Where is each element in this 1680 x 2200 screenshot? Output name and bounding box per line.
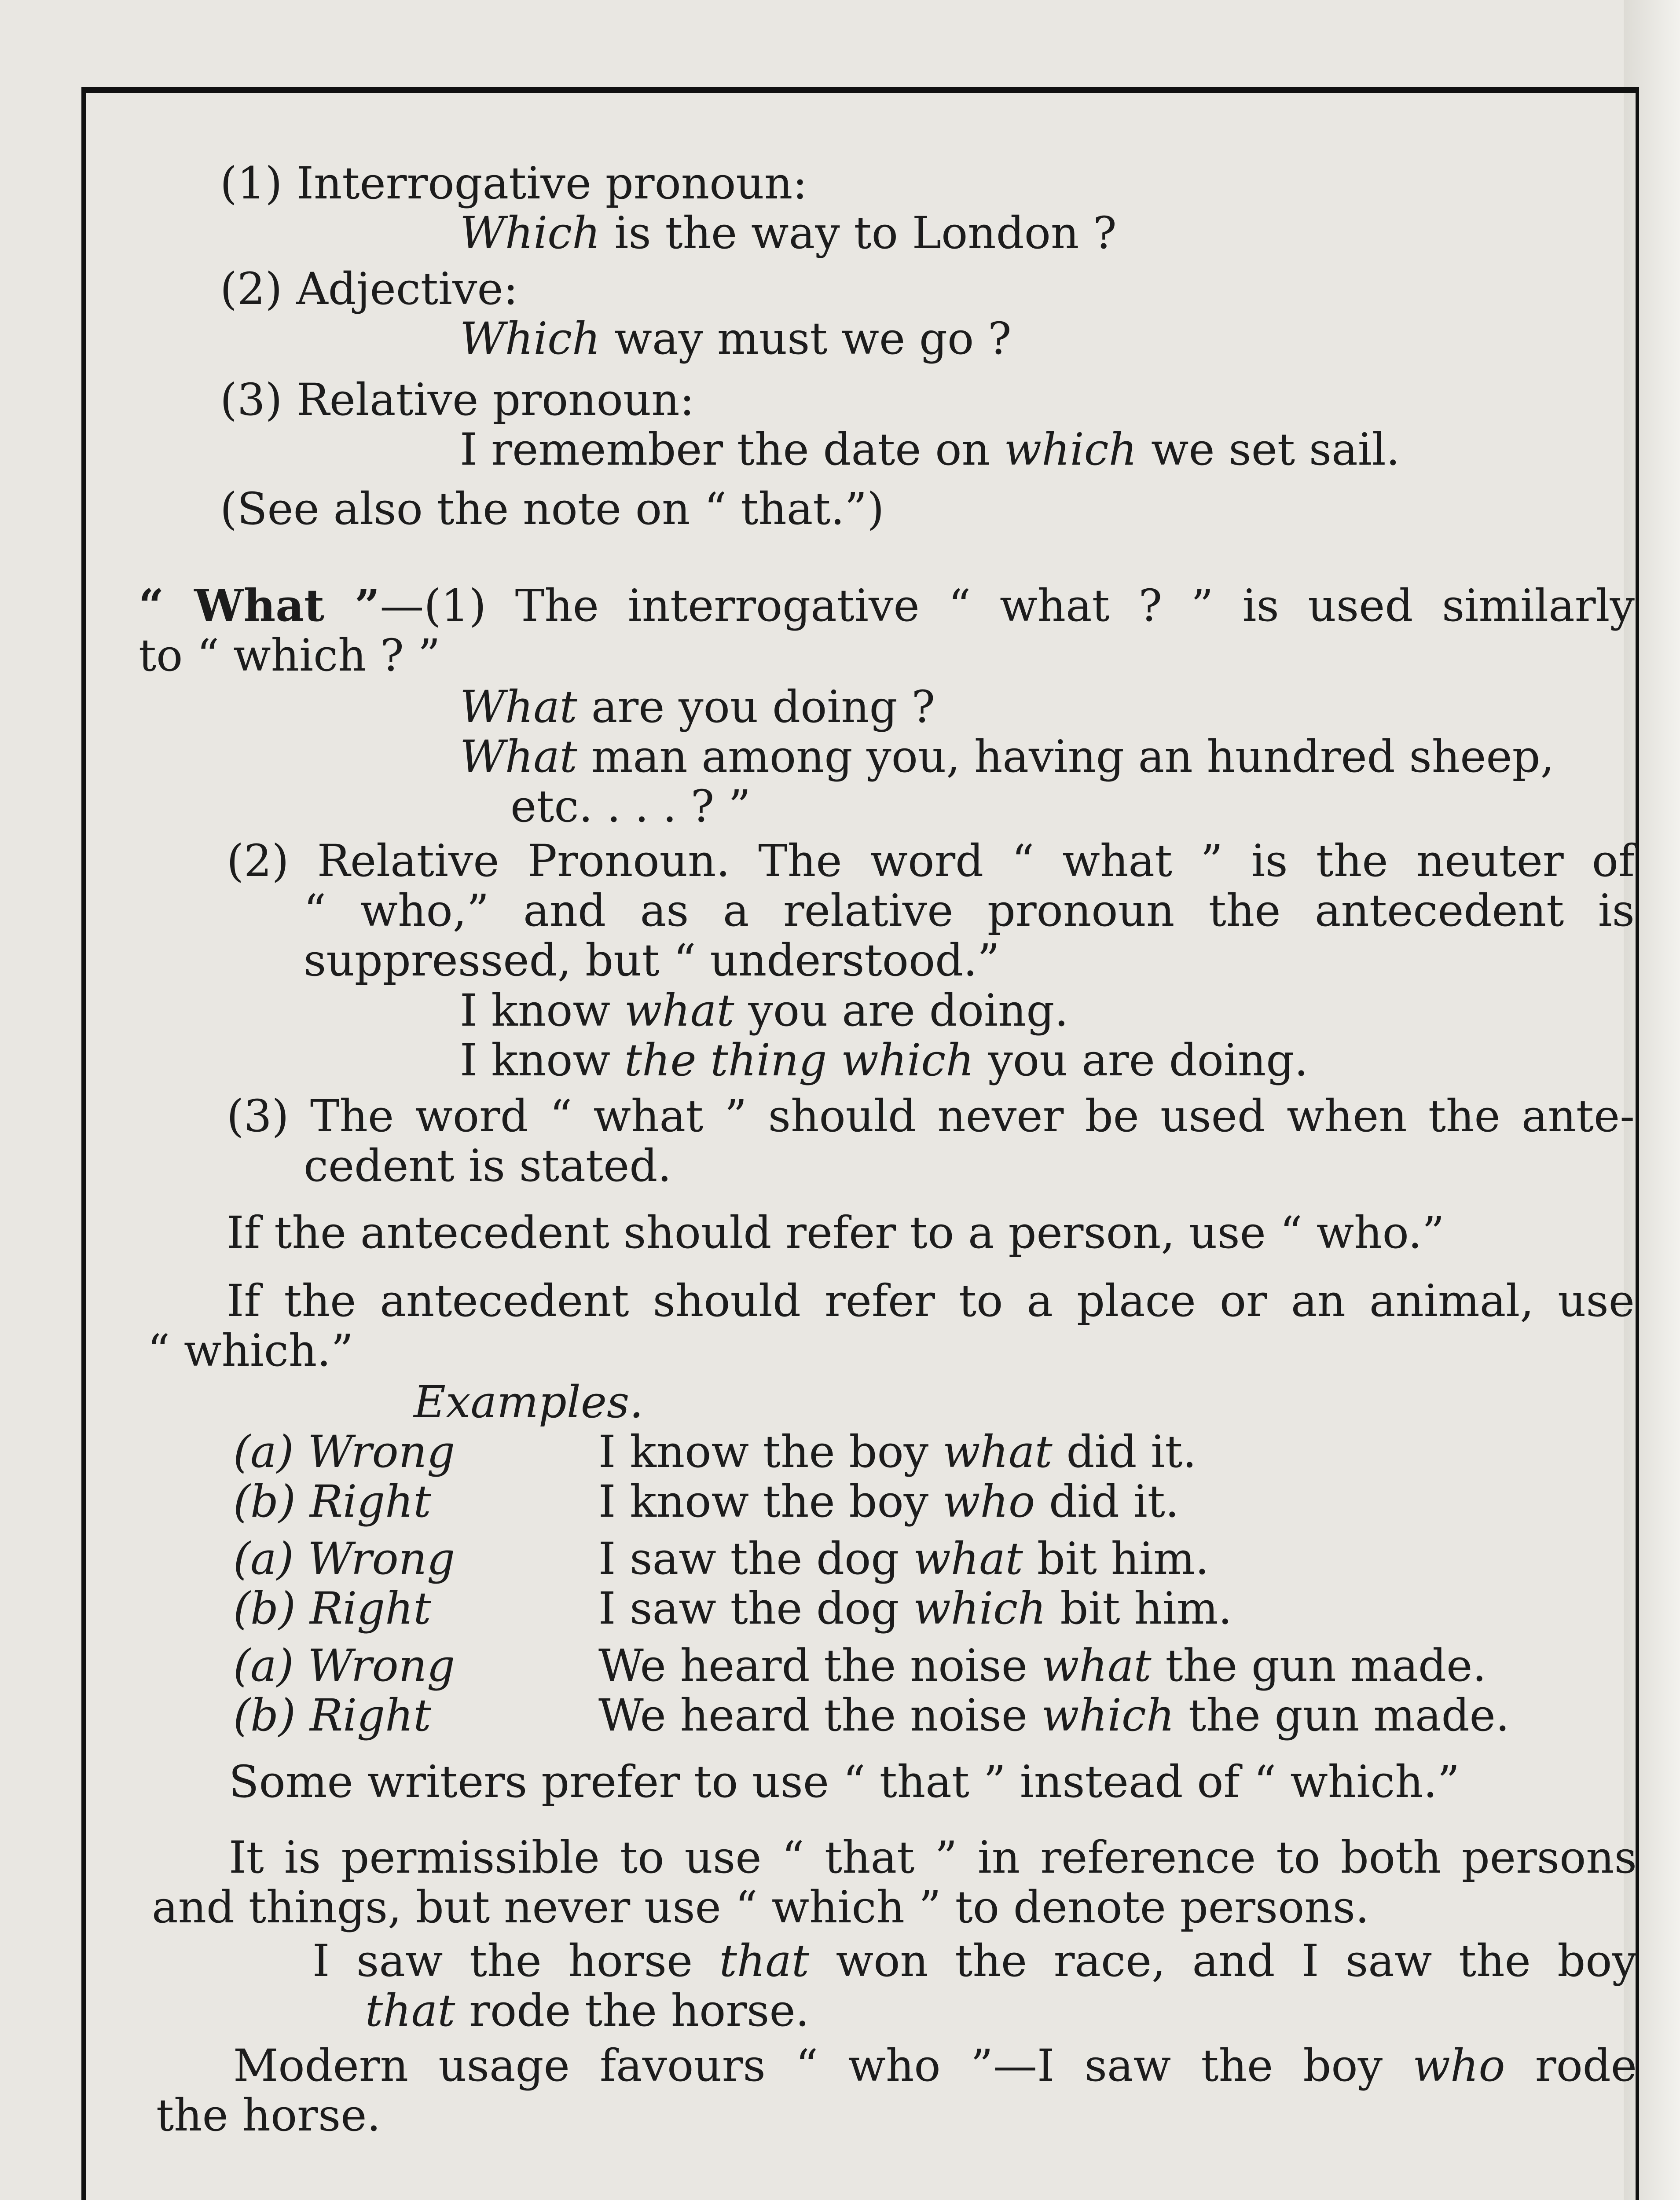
italic-term: Which xyxy=(460,207,601,259)
example-row xyxy=(233,1641,1597,1690)
what-example1 xyxy=(460,682,935,732)
example-row xyxy=(233,1477,1597,1526)
italic-term: that xyxy=(719,1935,810,1987)
example-label: (a) Wrong xyxy=(233,1640,455,1691)
which-item3-label: (3) Relative pronoun: xyxy=(220,374,695,425)
example-sentence xyxy=(598,1641,1486,1690)
example-text: is the way to London ? xyxy=(600,207,1117,259)
italic-term: what xyxy=(942,1426,1053,1478)
closing-p2-line2: and things, but never use “ which ” to denote persons. xyxy=(152,1881,1369,1933)
example-row xyxy=(233,1690,1597,1740)
italic-term: the thing which xyxy=(624,1034,974,1086)
example-text: I know xyxy=(460,1034,624,1086)
example-text: I know the boy xyxy=(598,1476,943,1527)
example-text: did it. xyxy=(1035,1476,1179,1527)
example-text: rode the horse. xyxy=(455,1985,810,2036)
what-example2-cont: etc. . . . ? ” xyxy=(510,781,751,832)
what-item3-line2: cedent is stated. xyxy=(304,1140,672,1192)
example-sentence xyxy=(598,1584,1232,1633)
example-text: we set sail. xyxy=(1137,424,1400,475)
example-label: (a) Wrong xyxy=(233,1533,455,1584)
example-label: (b) Right xyxy=(233,1690,431,1741)
which-item1-label: (1) Interrogative pronoun: xyxy=(220,158,807,209)
rule-place-line2: “ which.” xyxy=(147,1325,354,1376)
closing-p3-line1 xyxy=(312,1936,1637,1986)
example-label: (a) Wrong xyxy=(233,1426,455,1478)
italic-term: what xyxy=(913,1533,1023,1584)
example-text: I know xyxy=(460,985,624,1036)
example-sentence xyxy=(598,1427,1196,1477)
example-text: way must we go ? xyxy=(600,313,1012,364)
example-text: I know the boy xyxy=(598,1426,943,1478)
example-text: man among you, having an hundred sheep, xyxy=(577,731,1555,782)
example-text: the gun made. xyxy=(1151,1640,1487,1691)
example-sentence xyxy=(598,1534,1209,1584)
example-text: I saw the dog xyxy=(598,1533,913,1584)
italic-term: what xyxy=(624,985,734,1036)
what-item2-example2 xyxy=(460,1035,1308,1085)
closing-p4-line2: the horse. xyxy=(156,2090,381,2141)
what-heading-line2: to “ which ? ” xyxy=(139,630,440,681)
example-row xyxy=(233,1534,1597,1584)
italic-term: What xyxy=(460,681,577,733)
example-text: the gun made. xyxy=(1174,1690,1510,1741)
example-text: you are doing. xyxy=(974,1034,1309,1086)
example-sentence xyxy=(598,1477,1179,1526)
italic-term: Which xyxy=(460,313,601,364)
italic-term: What xyxy=(460,731,577,782)
example-text: Modern usage favours “ who ”—I saw the boy xyxy=(233,2040,1413,2091)
which-item2-example xyxy=(460,314,1012,363)
example-row xyxy=(233,1427,1597,1477)
example-text: bit him. xyxy=(1023,1533,1209,1584)
example-text: bit him. xyxy=(1046,1583,1232,1634)
example-sentence xyxy=(598,1690,1510,1740)
what-item2-line1: (2) Relative Pronoun. The word “ what ” is the neuter of xyxy=(227,835,1635,887)
what-example2 xyxy=(460,732,1554,781)
closing-p3-line2 xyxy=(365,1986,809,2035)
italic-term: that xyxy=(365,1985,455,2036)
example-text: rode xyxy=(1505,2040,1637,2091)
italic-term: which xyxy=(913,1583,1046,1634)
which-item3-example xyxy=(460,425,1400,474)
italic-term: who xyxy=(1412,2040,1505,2091)
rule-person: If the antecedent should refer to a person, use “ who.” xyxy=(227,1207,1445,1258)
example-label: (b) Right xyxy=(233,1583,431,1634)
italic-term: what xyxy=(1041,1640,1152,1691)
example-text: We heard the noise xyxy=(598,1640,1042,1691)
italic-term: who xyxy=(942,1476,1035,1527)
example-text: I saw the horse xyxy=(312,1935,719,1987)
rule-place-line1: If the antecedent should refer to a place or an animal, use xyxy=(227,1275,1635,1327)
which-item1-example xyxy=(460,208,1117,258)
italic-term: which xyxy=(1041,1690,1175,1741)
what-heading-text: —(1) The interrogative “ what ? ” is used similarly xyxy=(380,580,1635,631)
example-label: (b) Right xyxy=(233,1476,431,1527)
example-text: I saw the dog xyxy=(598,1583,913,1634)
example-text: you are doing. xyxy=(734,985,1069,1036)
example-text: We heard the noise xyxy=(598,1690,1042,1741)
italic-term: which xyxy=(1004,424,1137,475)
example-row xyxy=(233,1584,1597,1633)
which-item2-label: (2) Adjective: xyxy=(220,263,518,315)
example-text: are you doing ? xyxy=(577,681,935,733)
example-text: did it. xyxy=(1052,1426,1197,1478)
closing-p1: Some writers prefer to use “ that ” instead of “ which.” xyxy=(229,1756,1460,1808)
closing-p4-line1 xyxy=(233,2041,1637,2090)
example-text: won the race, and I saw the boy xyxy=(809,1935,1637,1987)
what-heading-term: “ What ” xyxy=(139,579,380,631)
closing-p2-line1: It is permissible to use “ that ” in reference to both persons xyxy=(229,1832,1637,1883)
what-item2-line3: suppressed, but “ understood.” xyxy=(304,935,1000,986)
what-item3-line1: (3) The word “ what ” should never be used when the ante- xyxy=(227,1090,1635,1142)
which-note: (See also the note on “ that.”) xyxy=(220,483,884,535)
what-heading xyxy=(139,581,1635,631)
examples-heading: Examples. xyxy=(414,1376,644,1428)
what-item2-example1 xyxy=(460,986,1068,1035)
what-item2-line2: “ who,” and as a relative pronoun the antecedent is xyxy=(304,885,1635,936)
example-text: I remember the date on xyxy=(460,424,1004,475)
